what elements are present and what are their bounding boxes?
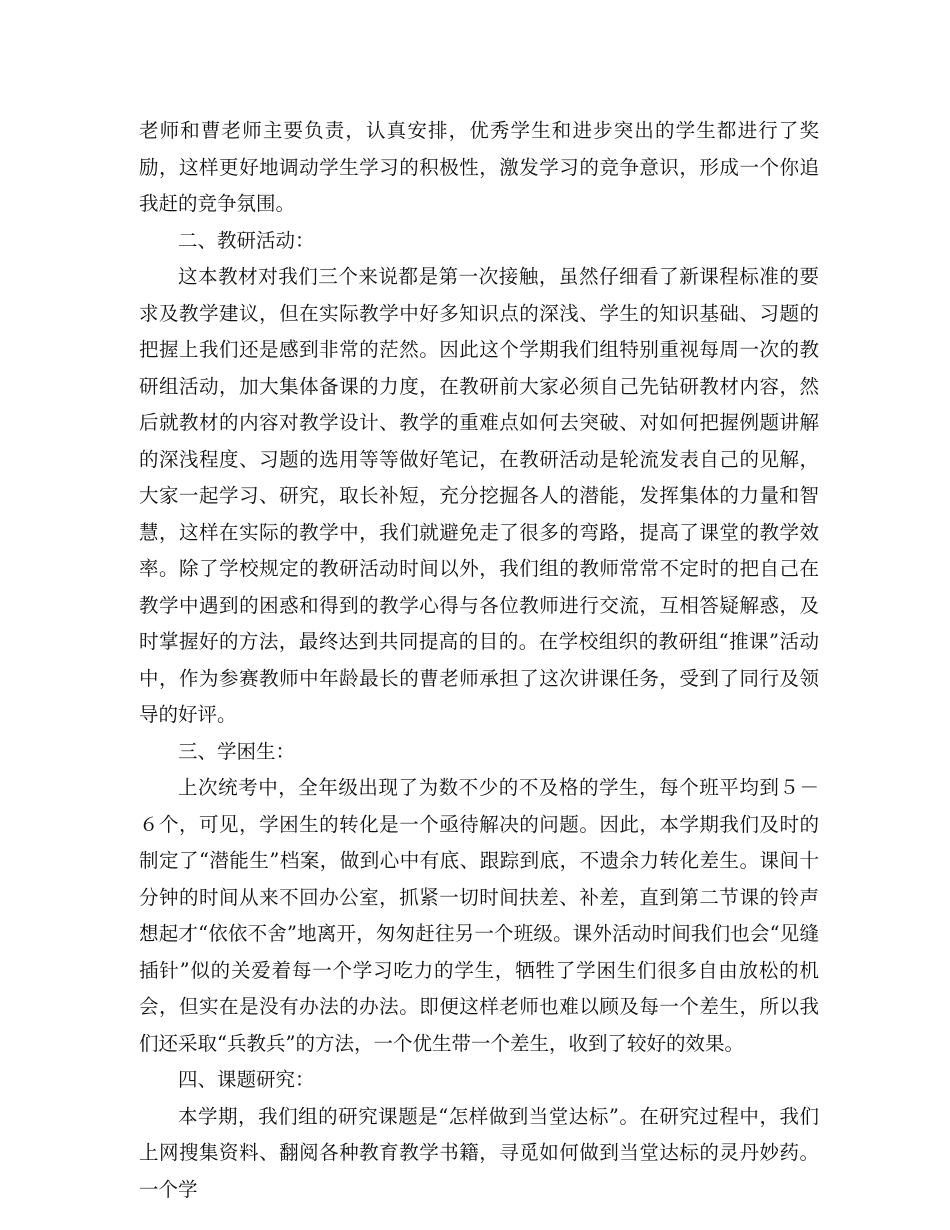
section-heading-teaching-research: 二、教研活动： [178, 228, 315, 252]
paragraph-teaching-research: 这本教材对我们三个来说都是第一次接触，虽然仔细看了新课程标准的要求及教学建议，但在实际教学中好多知识点的深浅、学生的知识基础、习题的把握上我们还是感到非常的茫然。因此这个学期我们组特别重视每周一次的教研组活动，加大集体备课的力度，在教研前大家必须自己先钻研教材内容，然后就教材的内容对教学设计、教学的重难点如何去突破、对如何把握例题讲解的深浅程度、习题的选用等等做好笔记，在教研活动是轮流发表自己的见解，大家一起学习、研究，取长补短，充分挖掘各人的潜能，发挥集体的力量和智慧，这样在实际的教学中，我们就避免走了很多的弯路，提高了课堂的教学效率。除了学校规定的教研活动时间以外，我们组的教师常常不定时的把自己在教学中遇到的困惑和得到的教学心得与各位教师进行交流，互相答疑解惑，及时掌握好的方法，最终达到共同提高的目的。在学校组织的教研组“推课”活动中，作为参赛教师中年龄最长的曹老师承担了这次讲课任务，受到了同行及领导的好评。 [139, 265, 819, 726]
paragraph-struggling-students: 上次统考中，全年级出现了为数不少的不及格的学生，每个班平均到５－６个，可见，学困生的转化是一个亟待解决的问题。因此，本学期我们及时的制定了“潜能生”档案，做到心中有底、跟踪到底，不遗余力转化差生。课间十分钟的时间从来不回办公室，抓紧一切时间扶差、补差，直到第二节课的铃声想起才“依依不舍”地离开，匆匆赶往另一个班级。课外活动时间我们也会“见缝插针”似的关爱着每一个学习吃力的学生，牺牲了学困生们很多自由放松的机会，但实在是没有办法的办法。即便这样老师也难以顾及每一个差生，所以我们还采取“兵教兵”的方法，一个优生带一个差生，收到了较好的效果。 [139, 776, 819, 1055]
section-heading-project-research: 四、课题研究： [178, 1068, 315, 1091]
document-body [139, 113, 819, 1208]
section-heading-struggling-students: 三、学困生： [178, 739, 296, 763]
paragraph-project-research: 本学期，我们组的研究课题是“怎样做到当堂达标”。在研究过程中，我们上网搜集资料、翻阅各种教育教学书籍，寻觅如何做到当堂达标的灵丹妙药。一个学 [139, 1104, 819, 1201]
paragraph-award-continued: 老师和曹老师主要负责，认真安排，优秀学生和进步突出的学生都进行了奖励，这样更好地调动学生学习的积极性，激发学习的竞争意识，形成一个你追我赶的竞争氛围。 [139, 119, 819, 215]
